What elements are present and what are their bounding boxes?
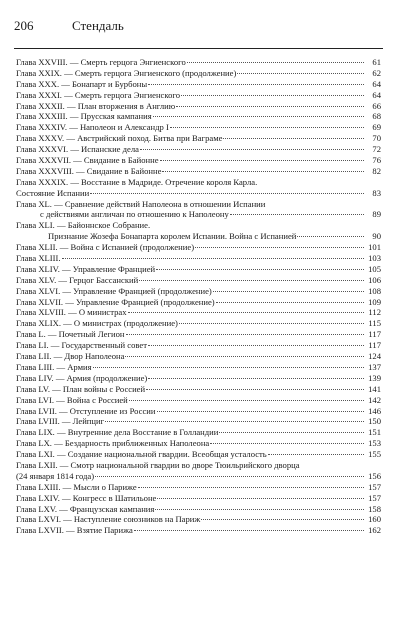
toc-page-number: 137 <box>368 361 381 372</box>
dot-leader <box>148 345 364 346</box>
toc-entry <box>16 416 381 427</box>
toc-entry <box>16 340 381 351</box>
toc-entry <box>16 133 381 144</box>
dot-leader <box>170 127 364 128</box>
toc-page-number: 156 <box>368 470 381 481</box>
toc-entry-text: Глава LXIII. — Мысли о Париже <box>16 481 137 492</box>
toc-entry-text: Глава XXXVIII. — Свидание в Байонне <box>16 165 162 176</box>
toc-page-number: 151 <box>368 427 381 438</box>
toc-entry <box>16 275 381 286</box>
toc-entry <box>16 144 381 155</box>
dot-leader <box>126 334 364 335</box>
toc-entry-text: Глава LV. — План войны с Россией <box>16 383 146 394</box>
dot-leader <box>230 214 364 215</box>
dot-leader <box>105 421 364 422</box>
toc-page-number: 103 <box>368 253 381 264</box>
toc-page-number: 68 <box>372 111 381 122</box>
dot-leader <box>181 95 364 96</box>
toc-entry <box>16 166 381 177</box>
toc-entry-text: Глава XXXIX. — Восстание в Мадриде. Отречение короля Карла. <box>16 176 258 187</box>
toc-entry-text: Глава XLII. — Война с Испанией (продолжение) <box>16 242 195 253</box>
toc-entry-text: Глава XLVII. — Управление Францией (продолжение) <box>16 296 215 307</box>
toc-entry-text: Глава LIII. — Армия <box>16 361 92 372</box>
dot-leader <box>179 323 364 324</box>
toc-entry <box>16 493 381 504</box>
dot-leader <box>125 356 364 357</box>
toc-entry-text: Глава LVIII. — Лейпциг <box>16 416 105 427</box>
toc-entry-text: Глава LXIV. — Конгресс в Шатильоне <box>16 492 157 503</box>
dot-leader <box>187 62 364 63</box>
toc-entry <box>16 406 381 417</box>
toc-entry <box>16 253 381 264</box>
toc-entry-text: Глава L. — Почетный Легион <box>16 329 125 340</box>
toc-entry-text: Глава XL. — Сравнение действий Наполеона в отношении Испании <box>16 198 266 209</box>
header-rule <box>14 48 383 49</box>
toc-entry <box>16 471 381 482</box>
dot-leader <box>176 106 364 107</box>
toc-page-number: 66 <box>372 100 381 111</box>
table-of-contents <box>16 57 381 536</box>
dot-leader <box>201 519 364 520</box>
toc-entry-text: Глава XXXII. — План вторжения в Англию <box>16 100 176 111</box>
dot-leader <box>216 302 364 303</box>
toc-entry-text: Глава XXXVI. — Испанские дела <box>16 144 139 155</box>
toc-entry-text: Глава LXVII. — Взятие Парижа <box>16 525 133 536</box>
toc-page-number: 117 <box>368 340 381 351</box>
dot-leader <box>160 160 364 161</box>
toc-page-number: 83 <box>372 187 381 198</box>
toc-entry <box>16 351 381 362</box>
toc-page-number: 64 <box>372 89 381 100</box>
dot-leader <box>153 116 364 117</box>
toc-entry-text: Глава XXXVII. — Свидание в Байонне <box>16 155 159 166</box>
dot-leader <box>148 378 364 379</box>
toc-page-number: 115 <box>368 318 381 329</box>
toc-page-number: 155 <box>368 449 381 460</box>
dot-leader <box>62 258 364 259</box>
toc-page-number: 89 <box>372 209 381 220</box>
dot-leader <box>155 509 364 510</box>
toc-entry <box>16 384 381 395</box>
dot-leader <box>195 247 364 248</box>
toc-page-number: 69 <box>372 122 381 133</box>
toc-entry <box>16 504 381 515</box>
toc-entry <box>16 90 381 101</box>
toc-page-number: 105 <box>368 263 381 274</box>
toc-entry <box>16 286 381 297</box>
dot-leader <box>93 367 364 368</box>
toc-entry <box>16 460 381 471</box>
toc-entry <box>16 318 381 329</box>
toc-entry-text: Глава LVI. — Война с Россией <box>16 394 128 405</box>
toc-entry <box>16 122 381 133</box>
toc-page-number: 112 <box>368 307 381 318</box>
dot-leader <box>156 269 364 270</box>
toc-entry <box>16 68 381 79</box>
toc-entry-text: Глава XXIX. — Смерть герцога Энгиенского (продолжение) <box>16 67 237 78</box>
dot-leader <box>95 476 364 477</box>
toc-entry-text: Глава LXVI. — Наступление союзников на Париж <box>16 514 201 525</box>
toc-entry <box>16 155 381 166</box>
dot-leader <box>157 411 365 412</box>
toc-entry-text: Глава XXXIII. — Прусская кампания <box>16 111 152 122</box>
toc-page-number: 70 <box>372 133 381 144</box>
toc-entry-text: (24 января 1814 года) <box>16 470 95 481</box>
toc-entry <box>16 101 381 112</box>
toc-page-number: 61 <box>372 57 381 67</box>
dot-leader <box>237 73 364 74</box>
dot-leader <box>90 193 364 194</box>
toc-entry <box>16 188 381 199</box>
toc-entry <box>16 57 381 68</box>
toc-entry-text: Глава XLVI. — Управление Францией (продолжение) <box>16 285 212 296</box>
toc-entry-text: Глава LII. — Двор Наполеона <box>16 351 125 362</box>
toc-entry <box>16 329 381 340</box>
toc-page-number: 157 <box>368 492 381 503</box>
dot-leader <box>138 487 364 488</box>
dot-leader <box>268 454 364 455</box>
toc-entry-text: Глава XXX. — Бонапарт и Бурбоны <box>16 78 148 89</box>
toc-entry-text: Глава LXV. — Французская кампания <box>16 503 155 514</box>
toc-entry-text: Глава LVII. — Отступление из России <box>16 405 156 416</box>
toc-page-number: 160 <box>368 514 381 525</box>
toc-entry-text: Состояние Испании <box>16 187 90 198</box>
toc-entry <box>16 482 381 493</box>
toc-entry <box>16 231 381 242</box>
toc-entry <box>16 177 381 188</box>
toc-entry <box>16 307 381 318</box>
toc-entry-text: Глава XLIX. — О министрах (продолжение) <box>16 318 178 329</box>
dot-leader <box>157 498 364 499</box>
toc-entry-text: Глава LX. — Бездарность приближенных Наполеона <box>16 438 210 449</box>
toc-entry-text: Глава LXII. — Смотр национальной гвардии во дворе Тюильрийского дворца <box>16 459 300 470</box>
toc-entry <box>16 427 381 438</box>
toc-entry-text: Глава XXXV. — Австрийский поход. Битва при Ваграме <box>16 133 223 144</box>
dot-leader <box>210 443 364 444</box>
toc-entry-text: Глава LI. — Государственный совет <box>16 340 147 351</box>
toc-page-number: 142 <box>368 394 381 405</box>
toc-page-number: 109 <box>368 296 381 307</box>
toc-page-number: 76 <box>372 155 381 166</box>
toc-entry-text: Глава LIV. — Армия (продолжение) <box>16 372 148 383</box>
dot-leader <box>134 530 364 531</box>
dot-leader <box>223 138 364 139</box>
toc-page-number: 124 <box>368 351 381 362</box>
running-title: Стендаль <box>72 18 124 33</box>
dot-leader <box>129 400 364 401</box>
toc-entry <box>16 79 381 90</box>
dot-leader <box>148 84 364 85</box>
toc-entry <box>16 209 381 220</box>
page-number: 206 <box>14 18 34 33</box>
toc-entry-text: Глава XLIV. — Управление Францией <box>16 263 156 274</box>
dot-leader <box>162 171 364 172</box>
toc-entry <box>16 199 381 210</box>
toc-page-number: 62 <box>372 67 381 78</box>
toc-page-number: 157 <box>368 481 381 492</box>
toc-entry-text: Глава XLV. — Герцог Бассанский <box>16 274 139 285</box>
toc-page-number: 64 <box>372 78 381 89</box>
toc-entry <box>16 525 381 536</box>
toc-entry-text: Глава XXVIII. — Смерть герцога Энгиенского <box>16 57 186 67</box>
dot-leader <box>139 280 364 281</box>
dot-leader <box>213 291 364 292</box>
toc-entry-text: Глава LIX. — Внутренние дела Восстание в Голландии <box>16 427 219 438</box>
toc-entry-text: Признание Жозефа Бонапарта королем Испании. Война с Испанией <box>48 231 297 242</box>
toc-page-number: 139 <box>368 372 381 383</box>
toc-entry <box>16 264 381 275</box>
toc-page-number: 150 <box>368 416 381 427</box>
toc-entry <box>16 220 381 231</box>
toc-page-number: 153 <box>368 438 381 449</box>
toc-page-number: 101 <box>368 242 381 253</box>
toc-page-number: 108 <box>368 285 381 296</box>
toc-entry <box>16 514 381 525</box>
toc-entry <box>16 438 381 449</box>
toc-page-number: 90 <box>372 231 381 242</box>
toc-entry-text: Глава XLVIII. — О министрах <box>16 307 127 318</box>
toc-entry <box>16 297 381 308</box>
toc-page-number: 82 <box>372 165 381 176</box>
dot-leader <box>128 312 364 313</box>
toc-entry-text: Глава XLI. — Байоннское Собрание. <box>16 220 151 231</box>
toc-entry <box>16 362 381 373</box>
dot-leader <box>140 149 364 150</box>
dot-leader <box>219 432 364 433</box>
dot-leader <box>297 236 364 237</box>
toc-entry-text: Глава XXXI. — Смерть герцога Энгиенского <box>16 89 181 100</box>
toc-page-number: 141 <box>368 383 381 394</box>
toc-page-number: 106 <box>368 274 381 285</box>
toc-entry <box>16 449 381 460</box>
toc-page-number: 72 <box>372 144 381 155</box>
toc-entry <box>16 373 381 384</box>
toc-entry <box>16 395 381 406</box>
toc-entry <box>16 111 381 122</box>
toc-entry-text: Глава LXI. — Создание национальной гвардии. Всеобщая усталость <box>16 449 267 460</box>
toc-page-number: 162 <box>368 525 381 536</box>
dot-leader <box>146 389 364 390</box>
toc-entry-text: Глава XXXIV. — Наполеон и Александр I <box>16 122 169 133</box>
toc-page-number: 117 <box>368 329 381 340</box>
toc-entry-text: с действиями англичан по отношению к Наполеону <box>40 209 229 220</box>
toc-page-number: 146 <box>368 405 381 416</box>
page-header <box>14 18 382 38</box>
toc-entry <box>16 242 381 253</box>
toc-entry-text: Глава XLIII. <box>16 253 61 264</box>
toc-page-number: 158 <box>368 503 381 514</box>
